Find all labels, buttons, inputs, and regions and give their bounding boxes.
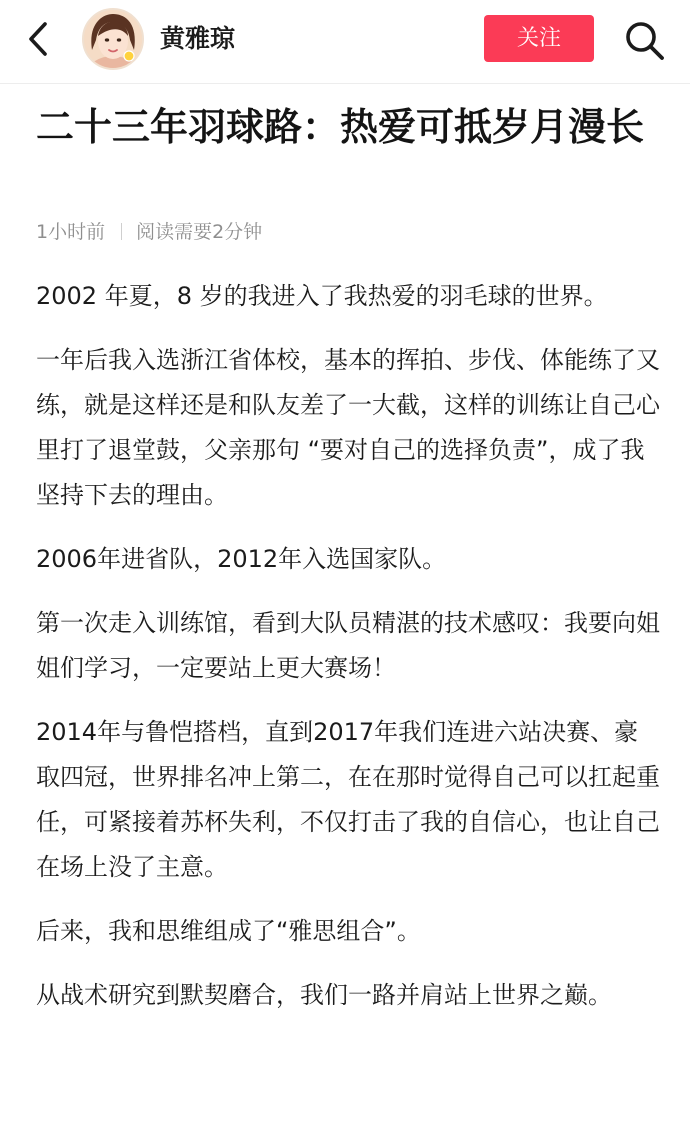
chevron-left-icon	[18, 18, 62, 62]
top-bar	[0, 0, 690, 84]
author-name[interactable]: 黄雅琼	[160, 24, 236, 53]
article-meta	[36, 218, 262, 246]
article-paragraph: 从战术研究到默契磨合，我们一路并肩站上世界之巅。	[36, 981, 612, 1009]
article-body	[36, 274, 662, 1037]
search-icon	[622, 18, 668, 64]
publish-time: 1小时前	[36, 221, 106, 243]
article-paragraph: 一年后我入选浙江省体校，基本的挥拍、步伐、体能练了又练，就是这样还是和队友差了一大截，这样的训练让自己心里打了退堂鼓，父亲那句 “要对自己的选择负责”，成了我坚持下去的理由。	[36, 346, 660, 509]
avatar[interactable]	[82, 8, 144, 70]
read-time: 阅读需要2分钟	[136, 221, 263, 243]
article-paragraph: 第一次走入训练馆，看到大队员精湛的技术感叹：我要向姐姐们学习，一定要站上更大赛场！	[36, 609, 660, 682]
search-button[interactable]	[622, 18, 668, 64]
meta-divider	[121, 223, 122, 240]
article-title: 二十三年羽球路：热爱可抵岁月漫长	[36, 105, 645, 149]
article-paragraph: 2002 年夏，8 岁的我进入了我热爱的羽毛球的世界。	[36, 282, 608, 310]
avatar-portrait	[84, 10, 142, 68]
article-paragraph: 2014年与鲁恺搭档，直到2017年我们连进六站决赛、豪取四冠，世界排名冲上第二，在在那时觉得自己可以扛起重任，可紧接着苏杯失利，不仅打击了我的自信心，也让自己在场上没了主意。	[36, 718, 660, 881]
back-button[interactable]	[18, 18, 62, 62]
article-paragraph: 2006年进省队，2012年入选国家队。	[36, 545, 447, 573]
article-paragraph: 后来，我和思维组成了“雅思组合”。	[36, 917, 421, 945]
follow-button[interactable]: 关注	[484, 15, 594, 62]
